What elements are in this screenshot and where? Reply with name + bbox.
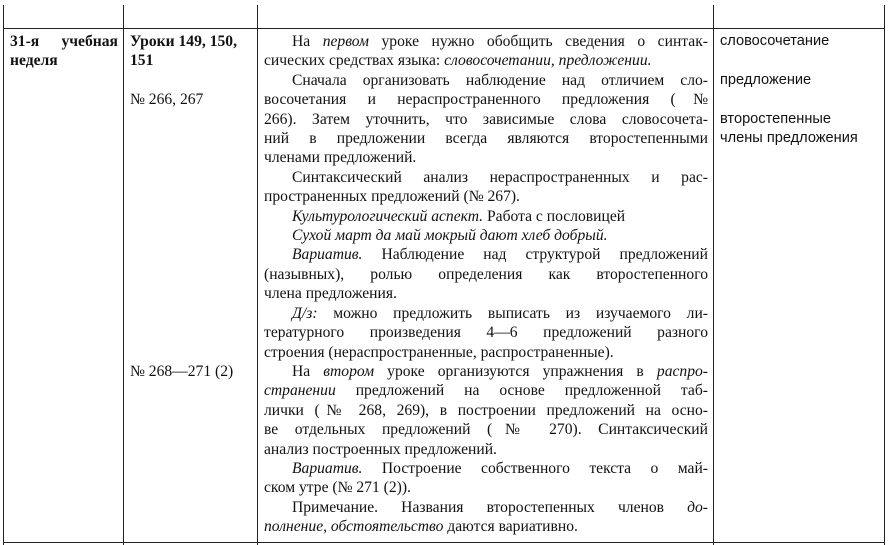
column-divider: [257, 5, 258, 545]
content-line: восочетания и нераспространенного предложения (№: [264, 91, 708, 109]
content-line: пространенных предложений (№ 267).: [264, 188, 520, 206]
content-line: тературного произведения 4—6 предложений разного: [264, 324, 708, 342]
content-line: странении предложений на основе предложенной таб-: [264, 382, 708, 400]
column-divider: [3, 5, 4, 545]
content-line: На втором уроке организуются упражнения в распро-: [292, 362, 708, 380]
content-line: Вариатив. Построение собственного текста о май-: [292, 459, 708, 477]
content-line: лички (№ 268, 269), в построении предложений на осно-: [264, 401, 708, 419]
content-line: анализ построенных предложений.: [264, 440, 497, 458]
content-line: Сначала организовать наблюдение над отличием сло-: [292, 71, 708, 89]
week-label-line2: неделя: [10, 52, 58, 70]
lessons-title-line2: 151: [130, 52, 154, 70]
content-line: Вариатив. Наблюдение над структурой предложений: [292, 246, 708, 264]
content-line: ве отдельных предложений (№ 270). Синтаксический: [264, 421, 708, 439]
exercise-ref-1: № 266, 267: [130, 91, 204, 109]
term-item: словосочетание: [720, 33, 830, 49]
proverb-line: Сухой март да май мокрый дают хлеб добрый.: [292, 227, 608, 245]
content-line: Культурологический аспект. Работа с пословицей: [292, 207, 626, 225]
lessons-cell: [130, 32, 252, 380]
row-divider: [3, 28, 885, 29]
column-divider: [123, 5, 124, 545]
term-item: второстепенные: [720, 110, 831, 127]
content-line: Д/з: можно предложить выписать из изучаемого ли-: [292, 304, 708, 322]
content-line: На первом уроке нужно обобщить сведения о синтак-: [292, 33, 708, 50]
content-line: (назывных), ролью определения как второстепенного: [264, 265, 708, 283]
row-divider: [3, 542, 885, 543]
content-line: 266). Затем уточнить, что зависимые слова словосочета-: [264, 110, 708, 128]
term-item: члены предложения: [720, 130, 858, 146]
week-number: 31-я: [10, 33, 40, 50]
content-line: строения (нераспространенные, распространенные).: [264, 343, 614, 361]
content-line: Синтаксический анализ нераспространенных и рас-: [292, 168, 708, 186]
week-label: учебная: [61, 33, 118, 50]
exercise-ref-2: № 268—271 (2): [130, 362, 234, 380]
content-line: ском утре (№ 271 (2)).: [264, 479, 411, 497]
lesson-content-cell: [264, 32, 708, 537]
column-divider: [713, 5, 714, 545]
note-line: полнение, обстоятельство даются вариативно.: [264, 518, 578, 536]
term-item: предложение: [720, 71, 812, 88]
terms-cell: [720, 32, 880, 148]
week-cell: [10, 32, 118, 71]
content-line: членами предложений.: [264, 149, 417, 167]
content-line: ний в предложении всегда являются второстепенными: [264, 130, 708, 148]
note-line: Примечание. Названия второстепенных членов до-: [292, 498, 708, 516]
lessons-title: Уроки 149, 150,: [130, 33, 237, 50]
content-line: сических средствах языка: словосочетании, предложении.: [264, 52, 652, 70]
content-line: члена предложения.: [264, 285, 397, 303]
column-divider: [884, 5, 885, 545]
